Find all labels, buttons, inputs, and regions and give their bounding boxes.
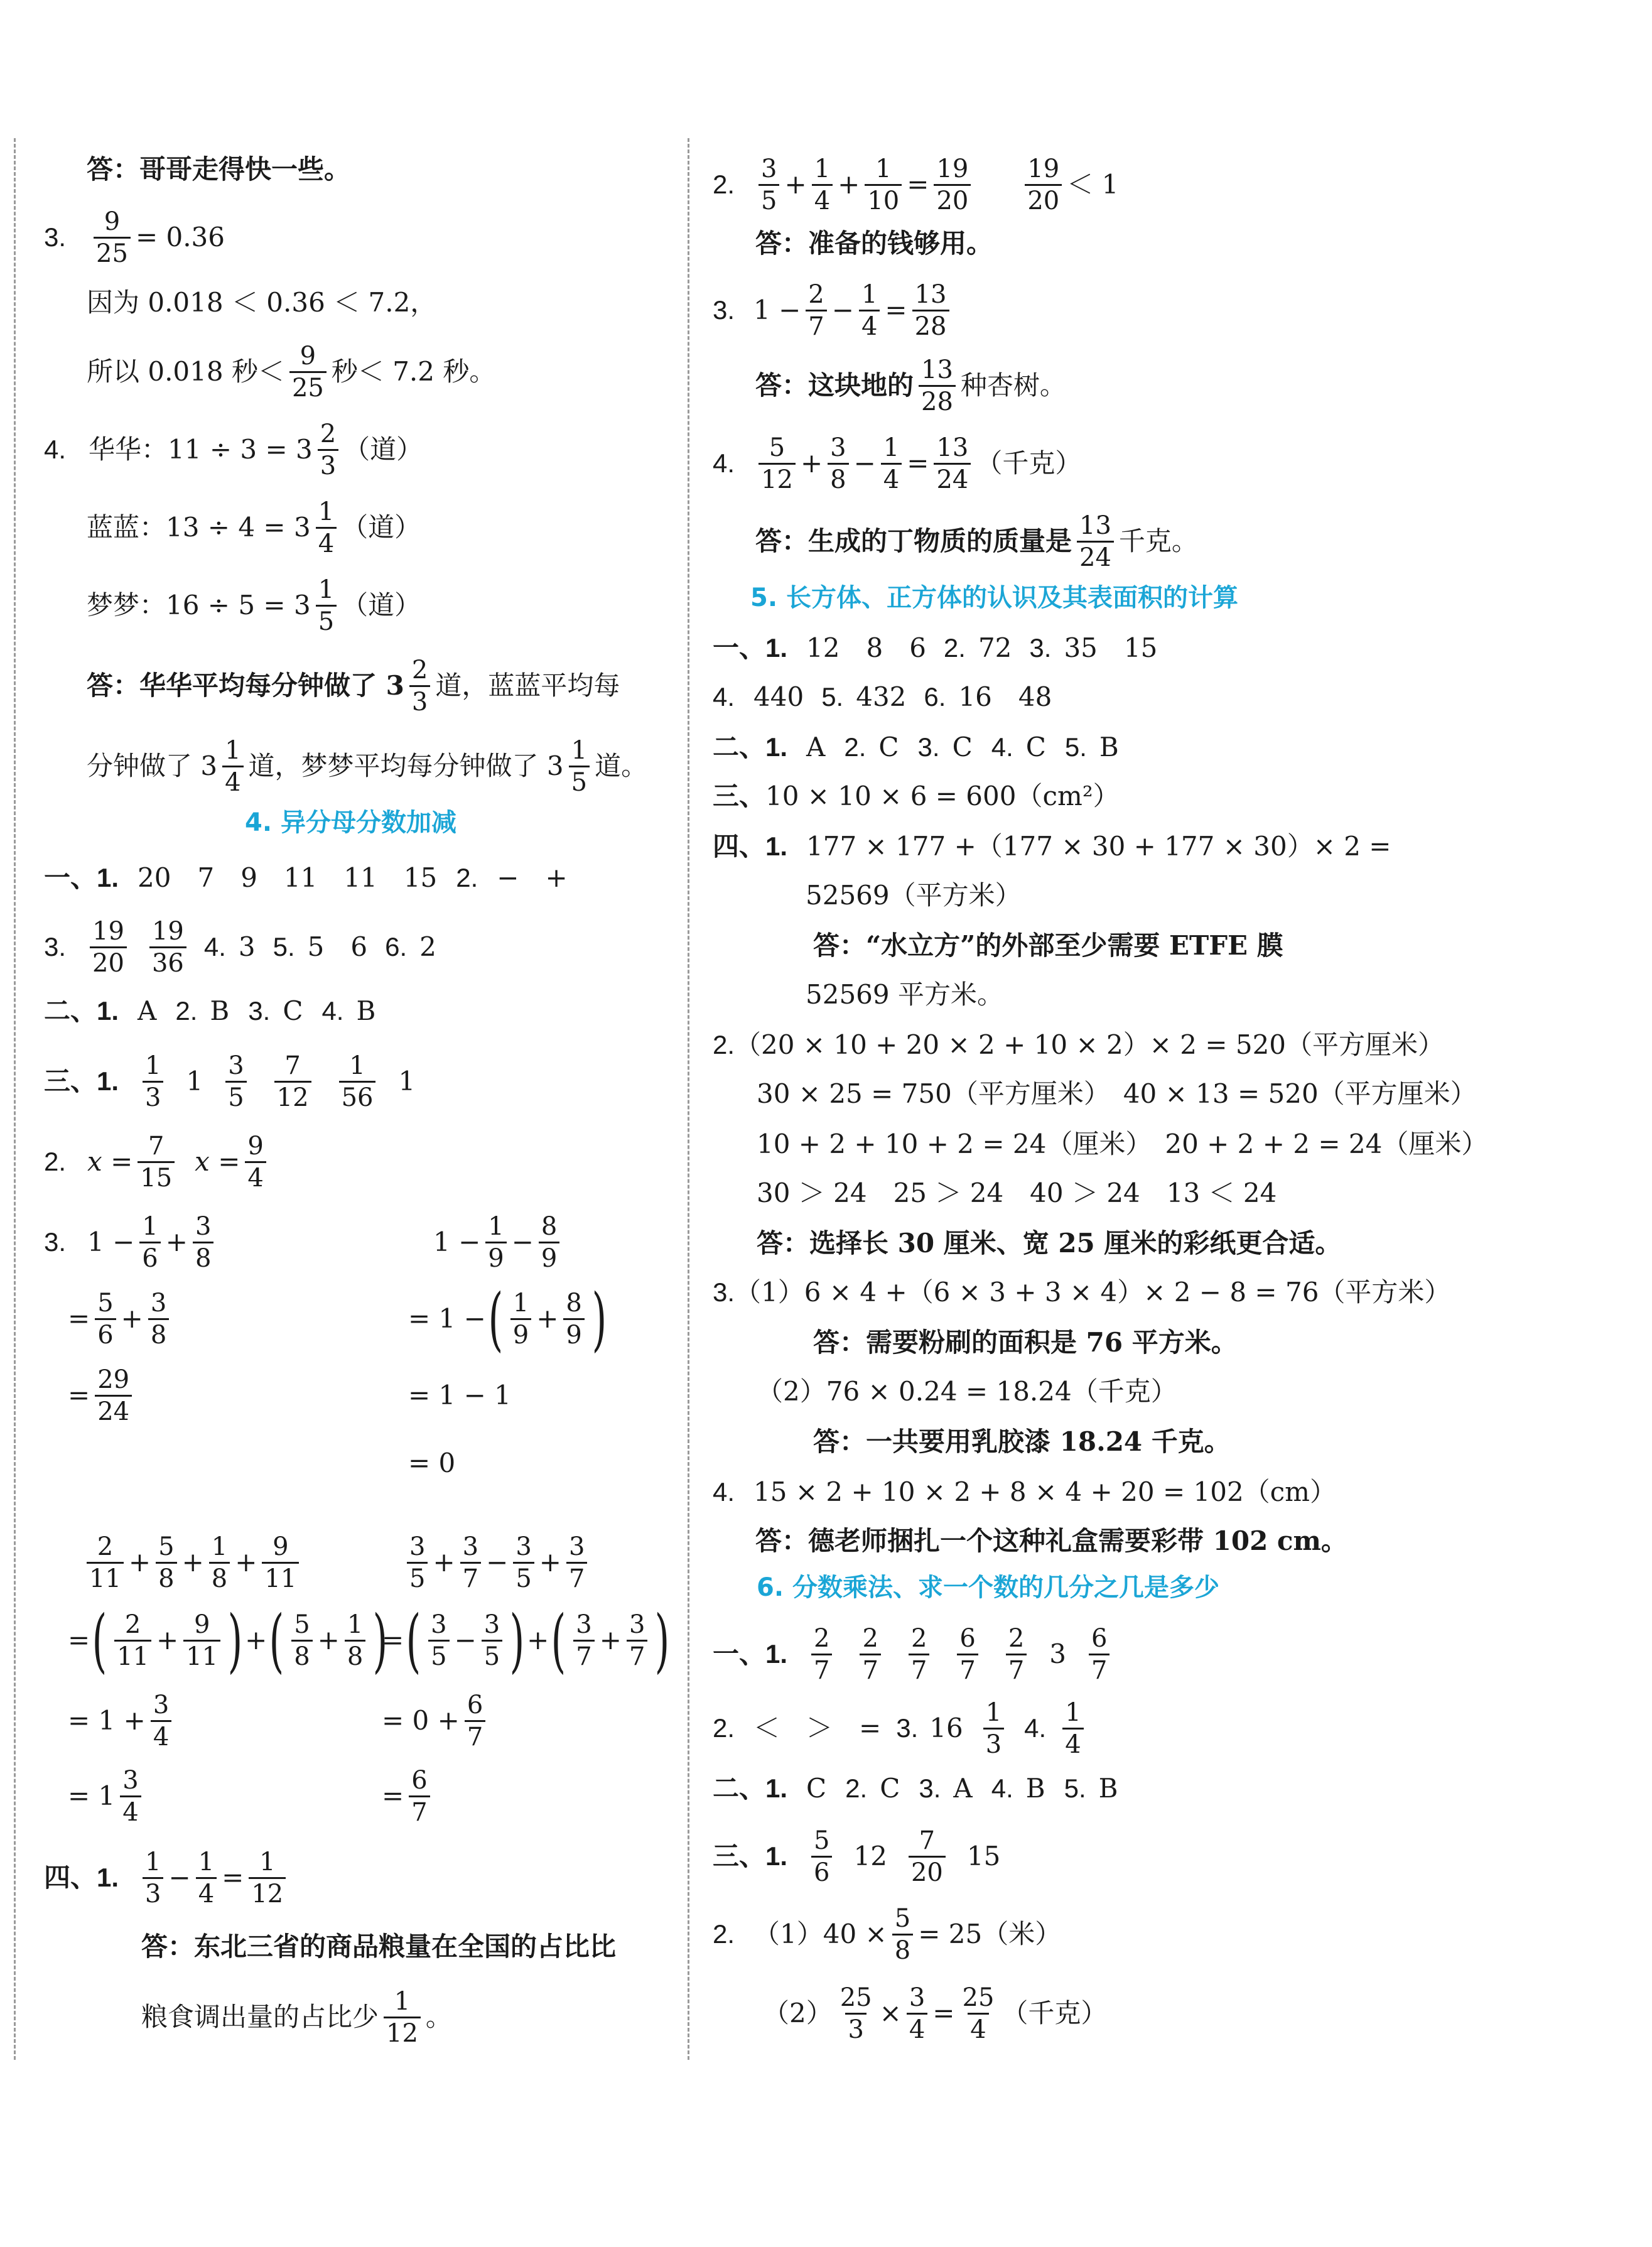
- fraction: $\frac{1}{56}$: [339, 1053, 376, 1111]
- question-number: 三、1.: [713, 1841, 788, 1871]
- question-3-line: 3. 1 − $\frac{2}{7}$ − $\frac{1}{4}$ = $\frac{13}{28}$: [713, 266, 954, 354]
- fraction: $\frac{1}{4}$: [812, 156, 833, 214]
- calc-line: [68, 1275, 174, 1363]
- answer: C: [878, 732, 899, 762]
- operator: +: [165, 1226, 188, 1257]
- fraction: $\frac{1}{12}$: [249, 1849, 286, 1907]
- fraction: $\frac{1}{4}$: [196, 1849, 217, 1907]
- fraction: $\frac{13}{24}$: [1077, 512, 1114, 571]
- fraction: $\frac{3}{8}$: [828, 435, 848, 493]
- fraction: $\frac{2}{7}$: [811, 1625, 832, 1684]
- answer: B: [1025, 1773, 1045, 1804]
- answer: C: [283, 995, 303, 1026]
- expression: 10 + 2 + 10 + 2 = 24（厘米） 20 + 2 + 2 = 24（厘米）: [757, 1129, 1488, 1159]
- question-number: 6.: [385, 932, 408, 961]
- fraction: $\frac{19}{36}$: [149, 918, 186, 977]
- fraction: $\frac{2}{3}$: [318, 421, 338, 479]
- fraction: $\frac{2}{11}$: [114, 1611, 151, 1670]
- answer: 15: [966, 1841, 1001, 1871]
- question-number: 一、1.: [44, 863, 119, 892]
- text-line: [141, 1973, 452, 2061]
- fraction: $\frac{2}{7}$: [1006, 1625, 1027, 1684]
- fraction: $\frac{3}{8}$: [148, 1290, 169, 1348]
- fraction: $\frac{1}{4}$: [859, 281, 880, 340]
- expression: 蓝蓝：13 ÷ 4 = 3: [87, 512, 311, 543]
- expression: （2）76 × 0.24 = 18.24（千克）: [757, 1376, 1177, 1407]
- fraction: $\frac{5}{8}$: [892, 1905, 913, 1964]
- question-number: 6.: [924, 682, 946, 712]
- fraction: $\frac{7}{20}$: [909, 1827, 946, 1886]
- answer-text: 答：需要粉刷的面积是 76 平方米。: [813, 1327, 1238, 1358]
- answer-text: 答：准备的钱够用。: [755, 228, 993, 259]
- expression: = 1 − 1: [408, 1380, 511, 1410]
- fraction: $\frac{3}{4}$: [151, 1692, 171, 1750]
- text: 种杏树。: [960, 370, 1066, 401]
- question-4-line: [44, 406, 423, 494]
- section-heading-4: 4. 异分母分数加减: [245, 808, 456, 837]
- text: 道，蓝蓝平均每: [435, 670, 620, 701]
- answer-text: 答：哥哥走得快一些。: [87, 154, 351, 185]
- question-2-line: [713, 1890, 1061, 1978]
- answer: 12: [853, 1841, 887, 1871]
- expression: = 0: [408, 1448, 456, 1478]
- calc-line: [68, 1677, 176, 1765]
- answer: A: [806, 732, 826, 762]
- text: 所以 0.018 秒＜: [87, 356, 284, 387]
- question-number: 3.: [713, 1277, 735, 1307]
- answer: C: [1025, 732, 1046, 762]
- text: 52569（平方米）: [806, 880, 1022, 911]
- fraction: $\frac{19}{20}$: [90, 918, 127, 977]
- operator: =: [68, 1303, 90, 1334]
- fraction: $\frac{8}{9}$: [539, 1213, 559, 1272]
- question-2-line: [44, 1118, 271, 1206]
- fraction: $\frac{3}{5}$: [513, 1534, 534, 1592]
- question-number: 2.: [713, 170, 735, 199]
- fraction: $\frac{3}{5}$: [407, 1534, 428, 1592]
- fraction: $\frac{25}{4}$: [962, 1983, 995, 2044]
- unit: （道）: [343, 434, 423, 465]
- question-number: 3.: [44, 222, 67, 252]
- question-number: 二、1.: [713, 1773, 788, 1803]
- column-divider-left: [14, 138, 16, 2060]
- fraction: $\frac{13}{24}$: [934, 435, 971, 493]
- question-number: 四、1.: [44, 1863, 119, 1892]
- fraction: $\frac{1}{5}$: [569, 737, 590, 796]
- answer: 16: [929, 1713, 963, 1743]
- question-number: 3.: [1029, 633, 1052, 663]
- fraction: $\frac{2}{7}$: [806, 281, 826, 340]
- answer: B: [356, 995, 376, 1026]
- fraction: $\frac{3}{5}$: [225, 1053, 246, 1111]
- expression: 1 −: [753, 295, 801, 325]
- fraction: $\frac{6}{7}$: [1089, 1625, 1109, 1684]
- expression: 华华：11 ÷ 3 = 3: [89, 434, 313, 465]
- question-number: 一、1.: [713, 1639, 788, 1669]
- fraction: $\frac{19}{20}$: [1025, 156, 1062, 214]
- text: 秒＜ 7.2 秒。: [331, 356, 496, 387]
- answer: 5 6: [307, 931, 368, 962]
- fraction: $\frac{3}{7}$: [566, 1534, 587, 1592]
- operator: −: [511, 1226, 534, 1257]
- calc-line: [433, 1198, 564, 1286]
- fraction: $\frac{1}{9}$: [485, 1213, 506, 1272]
- text-line: [87, 561, 421, 649]
- calc-line: （2） $\frac{25}{3}$ × $\frac{3}{4}$ = $\frac{25}{4}$ （千克）: [763, 1983, 1108, 2044]
- text: 道，梦梦平均每分钟做了 3: [248, 750, 564, 781]
- fraction: $\frac{9}{4}$: [245, 1133, 266, 1191]
- question-number: 3.: [917, 732, 940, 762]
- calc-line: = ( $\frac{3}{5}$ − $\frac{3}{5}$ ) + ( $\frac{3}{7}$ + $\frac{3}{7}$ ): [382, 1600, 670, 1681]
- question-number: 3.: [919, 1773, 941, 1803]
- part-3-line: [44, 1037, 415, 1125]
- text: 道。: [595, 750, 648, 781]
- answer-text: 答：这块地的: [755, 370, 914, 401]
- question-number: 5.: [1064, 1773, 1086, 1803]
- question-number: 5.: [273, 932, 295, 961]
- text: 分钟做了 3: [87, 750, 218, 781]
- answer: B: [210, 995, 230, 1026]
- answer: 440: [753, 681, 804, 712]
- answer-line: [87, 642, 620, 730]
- fraction: $\frac{1}{4}$: [316, 499, 337, 557]
- fraction: $\frac{3}{4}$: [907, 1984, 927, 2043]
- question-number: 3.: [44, 932, 67, 961]
- answer-text: 答：生成的丁物质的质量是: [755, 526, 1072, 556]
- unit: （千克）: [1001, 1998, 1108, 2028]
- question-2-line: 2. $\frac{3}{5}$ + $\frac{1}{4}$ + $\frac{1}{10}$ = $\frac{19}{20}$ $\frac{19}{20}$ ＜ 1: [713, 154, 1119, 215]
- question-number: 4.: [44, 435, 67, 464]
- fraction: $\frac{29}{24}$: [95, 1367, 132, 1425]
- expression: =: [382, 1780, 404, 1811]
- answers: 35 15: [1064, 632, 1158, 663]
- question-number: 2.: [44, 1147, 67, 1176]
- answer: 1: [398, 1066, 416, 1096]
- question-4-line: 4. $\frac{5}{12}$ + $\frac{3}{8}$ − $\frac{1}{4}$ = $\frac{13}{24}$ （千克）: [713, 433, 1082, 494]
- expression: （20 × 10 + 20 × 2 + 10 × 2）× 2 = 520（平方厘米）: [735, 1029, 1445, 1060]
- fraction: $\frac{5}{8}$: [156, 1534, 176, 1592]
- answer: 72: [978, 632, 1012, 663]
- answer-line: [755, 342, 1066, 430]
- expression: 177 × 177 +（177 × 30 + 177 × 30）× 2 =: [806, 831, 1391, 862]
- fraction: $\frac{1}{12}$: [384, 1988, 421, 2047]
- answer: 3: [238, 931, 256, 962]
- fraction: $\frac{9}{11}$: [262, 1534, 299, 1592]
- answer: C: [806, 1773, 827, 1804]
- text: 。: [425, 2001, 452, 2032]
- fraction: $\frac{8}{9}$: [563, 1290, 584, 1348]
- fraction: $\frac{1}{3}$: [983, 1699, 1004, 1758]
- fraction: $\frac{2}{11}$: [87, 1534, 124, 1592]
- fraction: $\frac{3}{5}$: [482, 1611, 502, 1670]
- question-number: 5.: [1064, 732, 1087, 762]
- section-heading-6: 6. 分数乘法、求一个数的几分之几是多少: [757, 1573, 1219, 1602]
- fraction: $\frac{3}{8}$: [193, 1213, 213, 1272]
- expression: = 1 +: [68, 1705, 146, 1736]
- operator: +: [536, 1303, 559, 1334]
- answer: 432: [856, 681, 907, 712]
- fraction: $\frac{9}{11}$: [183, 1611, 220, 1670]
- answer: B: [1098, 1773, 1118, 1804]
- answer: A: [953, 1773, 973, 1804]
- fraction: $\frac{5}{8}$: [291, 1611, 312, 1670]
- fraction: $\frac{6}{7}$: [957, 1625, 978, 1684]
- question-number: 2.: [456, 863, 478, 892]
- operator: +: [121, 1303, 143, 1334]
- fraction: $\frac{13}{28}$: [912, 281, 949, 340]
- question-number: 2.: [943, 633, 966, 663]
- calc-line: [408, 1275, 609, 1363]
- calc-line: = ( $\frac{2}{11}$ + $\frac{9}{11}$ ) + ( $\frac{5}{8}$ + $\frac{1}{8}$ ): [68, 1600, 388, 1681]
- question-number: 三、: [713, 781, 766, 811]
- expression: = 1: [68, 1780, 116, 1811]
- fraction: $\frac{5}{12}$: [759, 435, 796, 493]
- text: 粮食调出量的占比少: [141, 2001, 379, 2032]
- question-number: 四、1.: [713, 831, 788, 861]
- fraction: $\frac{1}{8}$: [209, 1534, 230, 1592]
- text-line: [87, 328, 495, 416]
- question-number: 2.: [713, 1030, 735, 1059]
- question-number: 一、1.: [713, 633, 788, 663]
- fraction: $\frac{1}{6}$: [139, 1213, 160, 1272]
- answer: C: [880, 1773, 900, 1804]
- paren-open: (: [488, 1279, 504, 1359]
- text: 52569 平方米。: [806, 979, 1003, 1010]
- expression: 1 −: [87, 1226, 135, 1257]
- question-number: 二、1.: [44, 996, 119, 1026]
- fraction: $\frac{1}{4}$: [1062, 1699, 1083, 1758]
- fraction: $\frac{1}{4}$: [222, 737, 243, 796]
- part-3-line: [713, 1812, 1000, 1900]
- fraction: $\frac{5}{6}$: [811, 1827, 832, 1886]
- fraction: $\frac{19}{20}$: [934, 156, 971, 214]
- fraction: $\frac{7}{12}$: [274, 1053, 311, 1111]
- calc-line: [68, 1351, 137, 1439]
- calc-line: [382, 1677, 490, 1765]
- fraction: $\frac{6}{7}$: [409, 1767, 429, 1826]
- question-number: 2.: [845, 1773, 868, 1803]
- fraction: $\frac{3}{7}$: [573, 1611, 594, 1670]
- expression: （1）40 ×: [753, 1919, 887, 1949]
- equation: x =: [195, 1146, 240, 1177]
- expression: 梦梦：16 ÷ 5 = 3: [87, 590, 311, 620]
- column-divider-center: [688, 138, 689, 2060]
- question-number: 2.: [175, 996, 198, 1026]
- answer-text: 答：东北三省的商品粮量在全国的占比比: [141, 1931, 617, 1962]
- fraction: $\frac{1}{8}$: [345, 1611, 365, 1670]
- part-4-line: 四、1. $\frac{1}{3}$ − $\frac{1}{4}$ = $\frac{1}{12}$: [44, 1834, 291, 1922]
- question-number: 3.: [44, 1227, 67, 1257]
- question-number: 4.: [991, 1773, 1013, 1803]
- question-number: 三、1.: [44, 1066, 119, 1096]
- answers: 12 8 6: [806, 632, 926, 663]
- fraction: $\frac{7}{15}$: [138, 1133, 175, 1191]
- answers: 16 48: [958, 681, 1052, 712]
- expression: 1 −: [433, 1226, 481, 1257]
- question-number: 二、1.: [713, 732, 788, 762]
- calc-line: [382, 1752, 435, 1840]
- equation: x =: [87, 1146, 133, 1177]
- answer: 3: [1049, 1638, 1067, 1669]
- fraction: $\frac{3}{7}$: [627, 1611, 647, 1670]
- question-number: 4.: [1024, 1713, 1047, 1743]
- comparison: ＜ 1: [1067, 169, 1119, 200]
- question-number: 4.: [991, 732, 1013, 762]
- expression: （1）6 × 4 +（6 × 3 + 3 × 4）× 2 − 8 = 76（平方米）: [735, 1277, 1451, 1308]
- answer-text: 答：“水立方”的外部至少需要 ETFE 膜: [813, 930, 1283, 961]
- answers: 20 7 9 11 11 15: [138, 862, 438, 893]
- fraction: $\frac{3}{5}$: [759, 156, 779, 214]
- expression: = 0 +: [382, 1705, 460, 1736]
- section-heading-5: 5. 长方体、正方体的认识及其表面积的计算: [750, 583, 1238, 612]
- answer: 2: [419, 931, 436, 962]
- answer-text: 答：德老师捆扎一个这种礼盒需要彩带 102 cm。: [755, 1525, 1347, 1556]
- question-number: 4.: [713, 1477, 735, 1507]
- text: 千克。: [1118, 526, 1198, 556]
- fraction: $\frac{25}{3}$: [839, 1983, 872, 2044]
- fraction: $\frac{6}{7}$: [465, 1692, 485, 1750]
- question-number: 4.: [713, 682, 735, 712]
- fraction: $\frac{1}{10}$: [865, 156, 902, 214]
- expression: = 0.36: [135, 222, 225, 252]
- label: （2）: [763, 1998, 833, 2028]
- question-number: 2.: [713, 1713, 735, 1743]
- fraction: $\frac{9}{25}$: [289, 343, 327, 401]
- expression: = 1 −: [408, 1303, 486, 1334]
- question-number: 2.: [713, 1919, 735, 1949]
- fraction: $\frac{3}{7}$: [460, 1534, 481, 1592]
- fraction: $\frac{9}{25}$: [94, 208, 131, 267]
- expression: 30 ＞ 24 25 ＞ 24 40 ＞ 24 13 ＜ 24: [757, 1178, 1277, 1208]
- fraction: $\frac{5}{6}$: [95, 1290, 116, 1348]
- question-number: 2.: [844, 732, 866, 762]
- question-number: 4.: [321, 996, 344, 1026]
- answer: 1: [186, 1066, 203, 1096]
- question-3-line: [44, 1198, 219, 1286]
- question-number: 4.: [203, 932, 226, 961]
- expression: 10 × 10 × 6 = 600（cm²）: [765, 781, 1120, 811]
- fraction: $\frac{2}{7}$: [909, 1625, 929, 1684]
- fraction: $\frac{1}{4}$: [881, 435, 902, 493]
- operator: =: [68, 1380, 90, 1410]
- text-line: [87, 484, 421, 571]
- calc-line: $\frac{2}{11}$ + $\frac{5}{8}$ + $\frac{1}{8}$ + $\frac{9}{11}$: [82, 1519, 304, 1606]
- fraction: $\frac{1}{9}$: [510, 1290, 531, 1348]
- calc-line: [408, 1419, 455, 1507]
- answers: ＜ ＞ =: [753, 1713, 882, 1743]
- calc-line: [68, 1752, 146, 1840]
- fraction: $\frac{1}{3}$: [143, 1053, 163, 1111]
- answer-text: 答：选择长 30 厘米、宽 25 厘米的彩纸更合适。: [757, 1228, 1342, 1259]
- fraction: $\frac{1}{5}$: [316, 577, 337, 635]
- question-number: 3.: [713, 295, 735, 325]
- answer: A: [138, 995, 157, 1026]
- fraction: $\frac{1}{3}$: [143, 1849, 163, 1907]
- unit: （千克）: [976, 448, 1082, 479]
- expression: 30 × 25 = 750（平方厘米） 40 × 13 = 520（平方厘米）: [757, 1078, 1477, 1109]
- fraction: $\frac{13}{28}$: [919, 357, 956, 415]
- unit: （道）: [342, 512, 421, 543]
- fraction: $\frac{2}{3}$: [409, 657, 430, 715]
- answer-text: 答：一共要用乳胶漆 18.24 千克。: [813, 1426, 1231, 1457]
- fraction: $\frac{2}{7}$: [860, 1625, 880, 1684]
- question-number: 3.: [896, 1713, 919, 1743]
- calc-line: $\frac{3}{5}$ + $\frac{3}{7}$ − $\frac{3}{5}$ + $\frac{3}{7}$: [402, 1519, 592, 1606]
- question-number: 4.: [713, 448, 735, 478]
- paren-close: ): [591, 1279, 607, 1359]
- question-number: 3.: [248, 996, 271, 1026]
- answer-text: 答：华华平均每分钟做了 3: [87, 670, 404, 701]
- unit: （道）: [342, 590, 421, 620]
- fraction: $\frac{3}{4}$: [120, 1767, 141, 1826]
- answer: C: [952, 732, 973, 762]
- answers: − +: [497, 862, 568, 893]
- question-number: 5.: [821, 682, 844, 712]
- text: 因为 0.018 ＜ 0.36 ＜ 7.2，: [87, 287, 437, 318]
- answer: B: [1099, 732, 1119, 762]
- fraction: $\frac{3}{5}$: [428, 1611, 449, 1670]
- expression: 15 × 2 + 10 × 2 + 8 × 4 + 20 = 102（cm）: [753, 1476, 1337, 1507]
- expression: = 25（米）: [918, 1919, 1062, 1949]
